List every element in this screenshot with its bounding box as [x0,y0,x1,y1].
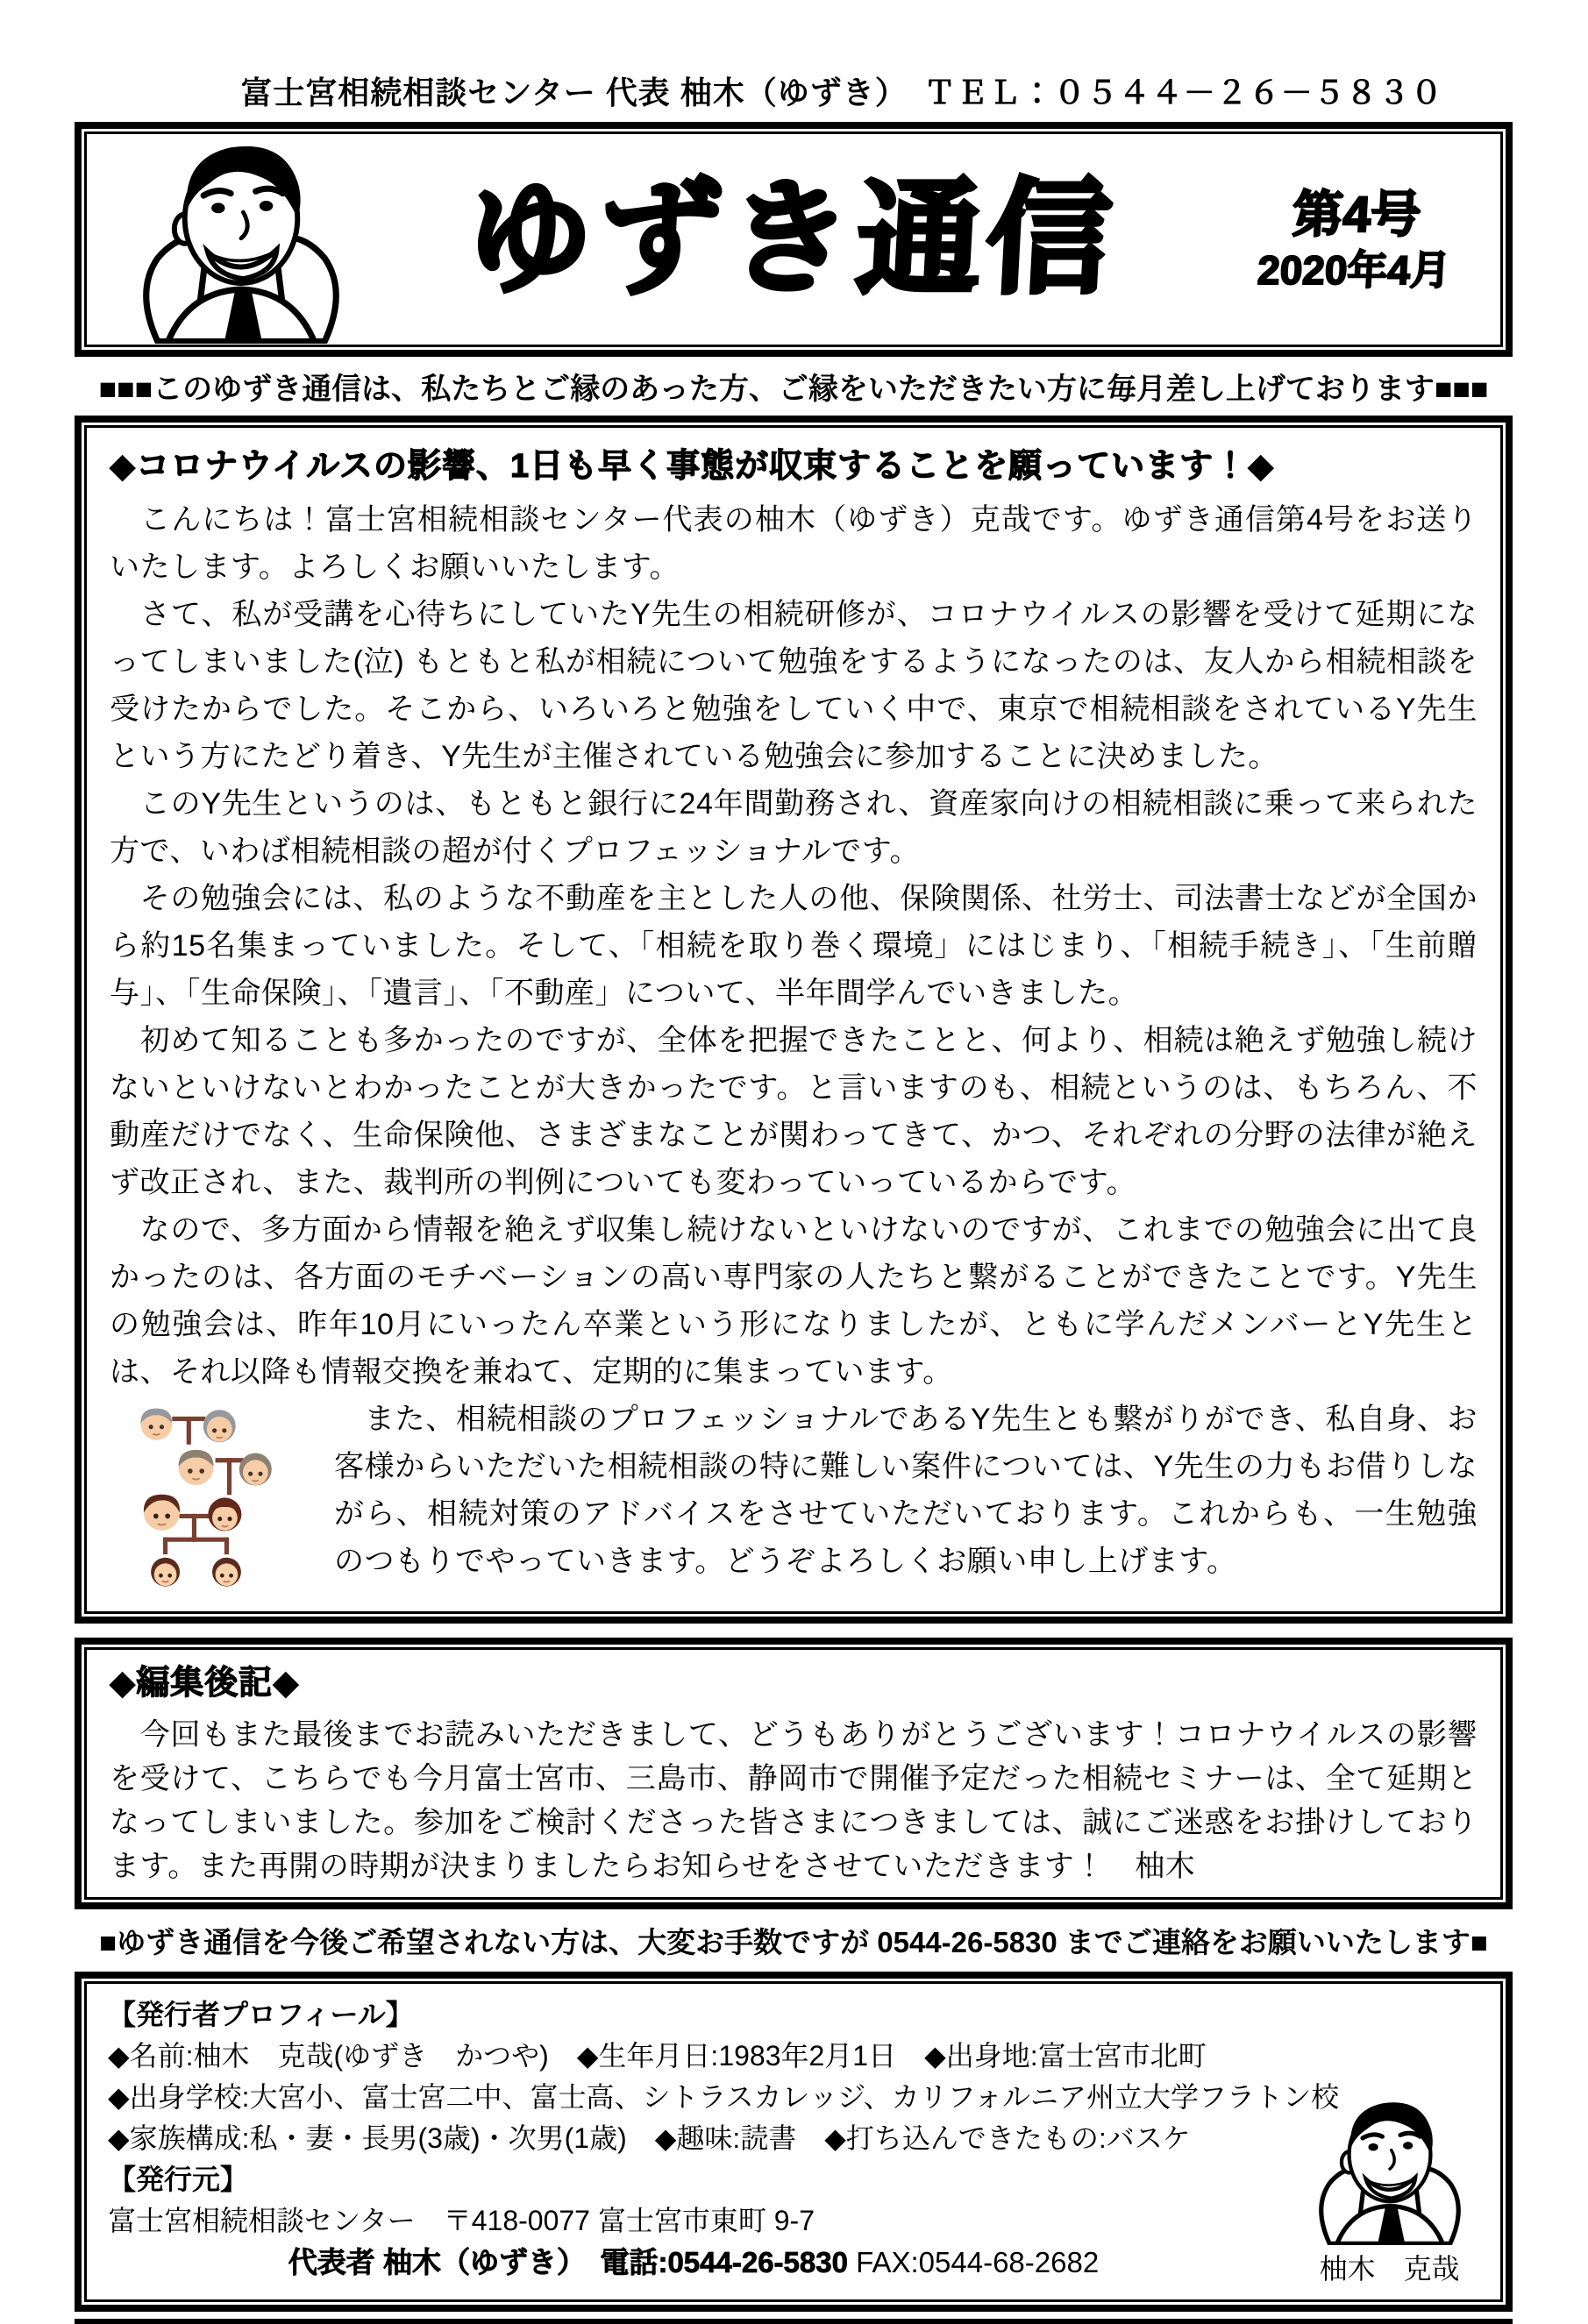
tagline: ■■■このゆずき通信は、私たちとご縁のあった方、ご縁をいただきたい方に毎月差し上げております■■■ [98,373,1489,406]
publisher-contact-line [108,2242,1279,2283]
unsubscribe-line: ■ゆずき通信を今後ご希望されない方は、大変お手数ですが 0544-26-5830 までご連絡をお願いいたします■ [99,1926,1488,1958]
bottom-rule [75,2319,1513,2324]
article-paragraph: また、相続相談のプロフェッショナルであるY先生とも繋がりができ、私自身、お客様からいただいた相続相談の特に難しい案件については、Y先生の力もお借りしながら、相続対策のアドバイスをさせていただいております。これからも、一生勉強のつもりでやっていきます。どうぞよろしくお願い申し上げます。 [334,1403,1478,1578]
cartoon-man-portrait-icon [110,135,373,344]
grandmother-face [203,1410,236,1442]
cartoon-man-portrait-icon [1306,2094,1474,2245]
issue-info [1208,184,1503,295]
daughter-face [212,1558,241,1587]
article-paragraph: なので、多方面から情報を絶えず収集し続けないといけないのですが、これまでの勉強会に出て良かったのは、各方面のモチベーションの高い専門家の人たちと繋がることができたことです。Y先生の勉強会は、昨年10月にいったん卒業という形になりましたが、ともに学んだメンバーとY先生とは、それ以降も情報交換を兼ねて、定期的に集まっています。 [110,1213,1478,1389]
publisher-contact-phone: 代表者 柚木（ゆずき） 電話:0544-26-5830 [288,2246,848,2278]
masthead [75,122,1513,357]
family-tree-connectors [166,1418,241,1552]
mother-face [239,1453,272,1486]
article-paragraph: その勉強会には、私のような不動産を主とした人の他、保険関係、社労士、司法書士などが全国から約15名集まっていました。そして、「相続を取り巻く環境」にはじまり、「相続手続き」、「生前贈与」、「生命保険」、「遺言」、「不動産」について、半年間学んでいきました。 [110,882,1478,1010]
father-face [178,1450,213,1485]
portrait-caption: 柚木 克哉 [1319,2253,1460,2285]
publisher-address: 富士宮相続相談センター 〒418-0077 富士宮市東町 9-7 [108,2205,815,2236]
profile-line-family: ◆家族構成:私・妻・長男(3歳)・次男(1歳) ◆趣味:読書 ◆打ち込んできたもの:バスケ [108,2122,1191,2154]
publisher-profile-box [75,1972,1513,2312]
grandfather-face [140,1409,172,1440]
newsletter-title: ゆずき通信 [463,169,1121,309]
article-paragraph: このY先生というのは、もともと銀行に24年間勤務され、資産家向けの相続相談に乗って来られた方で、いわば相続相談の超が付くプロフェッショナルです。 [110,787,1478,868]
article-paragraph: こんにちは！富士宮相続相談センター代表の柚木（ゆずき）克哉です。ゆずき通信第4号をお送りいたします。よろしくお願いいたします。 [110,503,1478,584]
editor-note-heading: ◆編集後記◆ [110,1665,300,1702]
editor-note-body: 今回もまた最後までお読みいただきまして、どうもありがとうございます！コロナウイルスの影響を受けて、こちらでも今月富士宮市、三島市、静岡市で開催予定だった相続セミナーは、全て延期となってしまいました。参加をご検討くださった皆さまにつきましては、誠にご迷惑をお掛けしております。また再開の時期が決まりましたらお知らせをさせていただきます！ 柚木 [110,1718,1478,1883]
publisher-heading: 【発行元】 [108,2164,249,2195]
profile-line-name: ◆名前:柚木 克哉(ゆずき かつや) ◆生年月日:1983年2月1日 ◆出身地:富士宮市北町 [108,2040,1207,2072]
article-paragraph-with-illustration [110,1396,1478,1601]
family-tree-icon [122,1403,303,1601]
article-paragraph: さて、私が受講を心待ちにしていたY先生の相続研修が、コロナウイルスの影響を受けて延期になってしまいました(泣) もともと私が相続について勉強をするようになったのは、友人から相続相談を受けたからでした。そこから、いろいろと勉強をしていく中で、東京で相続相談をされているY先生という方にたどり着き、Y先生が主催されている勉強会に参加することに決めました。 [110,598,1478,773]
issue-date: 2020年4月 [1256,247,1452,294]
article-paragraph: 初めて知ることも多かったのですが、全体を把握できたことと、何より、相続は絶えず勉強し続けないといけないとわかったことが大きかったです。と言いますのも、相続というのは、もちろん、不動産だけでなく、生命保険他、さまざまなことが関わってきて、かつ、それぞれの分野の法律が絶えず改正され、また、裁判所の判例についても変わっていっているからです。 [110,1024,1478,1199]
husband-face [144,1495,180,1531]
wife-face [208,1497,241,1531]
issue-number: 第4号 [1291,186,1422,243]
profile-portrait [1300,2094,1479,2287]
publisher-contact-fax: FAX:0544-68-2682 [856,2246,1100,2278]
editor-note-box [75,1638,1513,1909]
profile-heading: 【発行者プロフィール】 [108,1999,414,2030]
main-article-box [75,416,1513,1624]
profile-line-schools: ◆出身学校:大宮小、富士宮二中、富士高、シトラスカレッジ、カリフォルニア州立大学フラトン校 [108,2081,1340,2113]
publisher-profile-text [87,1984,1500,2295]
article-heading: ◆コロナウイルスの影響、1日も早く事態が収束することを願っています！◆ [110,448,1275,485]
top-header-line: 富士宮相続相談センター 代表 柚木（ゆずき） ＴＥＬ：０５４４－２６－５８３０ [240,75,1443,110]
son-face [151,1558,180,1587]
